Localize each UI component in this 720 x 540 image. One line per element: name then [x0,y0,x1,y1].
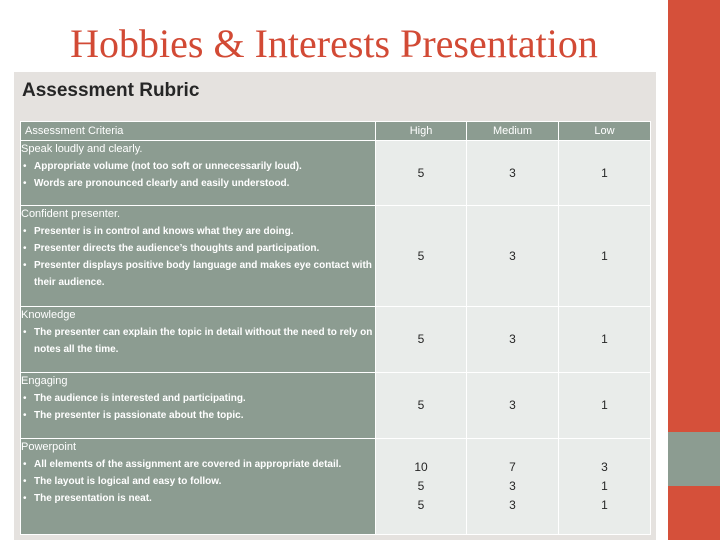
bullet-icon: • [23,161,27,172]
bullet-text: The presentation is neat. [34,493,152,504]
table-row [21,206,651,307]
bullet-icon: • [23,410,27,421]
criteria-bullets [21,324,375,358]
bullet-icon: • [23,459,27,470]
bullet-icon: • [23,260,27,271]
criteria-bullet [21,473,375,490]
decorative-stripe-accent [668,432,720,486]
score-value: 10 [414,460,428,474]
rubric-table [20,121,651,535]
criteria-bullet [21,490,375,507]
score-low: 1 [559,373,651,439]
score-low [559,439,651,535]
criteria-bullet [21,240,375,257]
criteria-bullet [21,324,375,358]
header-high: High [376,122,467,141]
criteria-cell [21,141,376,206]
score-high: 5 [376,206,467,307]
score-medium: 3 [467,206,559,307]
table-row [21,439,651,535]
score-low: 1 [559,141,651,206]
bullet-icon: • [23,226,27,237]
bullet-text: Presenter displays positive body language and makes eye contact with their audience. [34,260,372,288]
criteria-title: Confident presenter. [21,208,121,220]
bullet-text: Presenter is in control and knows what they are doing. [34,226,294,237]
content-panel [14,72,656,540]
score-value: 1 [601,498,608,512]
score-value: 5 [417,479,425,493]
criteria-bullets [21,223,375,291]
slide-title: Hobbies & Interests Presentation [70,21,598,66]
bullet-icon: • [23,476,27,487]
bullet-text: The presenter is passionate about the topic. [34,410,244,421]
criteria-cell [21,307,376,373]
bullet-icon: • [23,327,27,338]
table-header-row [21,122,651,141]
criteria-bullet [21,390,375,407]
bullet-text: The presenter can explain the topic in detail without the need to rely on notes all the time. [34,327,373,355]
criteria-cell [21,206,376,307]
score-medium [467,439,559,535]
bullet-text: All elements of the assignment are covered in appropriate detail. [34,459,342,470]
score-value: 3 [509,498,516,512]
bullet-text: The layout is logical and easy to follow. [34,476,222,487]
bullet-icon: • [23,178,27,189]
bullet-text: Appropriate volume (not too soft or unnecessarily loud). [34,161,302,172]
panel-heading: Assessment Rubric [22,80,200,101]
criteria-bullet [21,223,375,240]
bullet-icon: • [23,243,27,254]
score-value: 5 [417,498,425,512]
score-high [376,439,467,535]
score-value: 1 [601,479,608,493]
criteria-bullet [21,158,375,175]
bullet-icon: • [23,393,27,404]
criteria-cell [21,439,376,535]
bullet-text: Presenter directs the audience’s thoughts and participation. [34,243,320,254]
score-value: 3 [601,460,608,474]
score-low: 1 [559,206,651,307]
criteria-bullets [21,456,375,507]
criteria-bullets [21,390,375,424]
header-medium: Medium [467,122,559,141]
header-low: Low [559,122,651,141]
criteria-cell [21,373,376,439]
score-medium: 3 [467,141,559,206]
score-high: 5 [376,307,467,373]
table-row [21,307,651,373]
criteria-bullets [21,158,375,192]
score-value: 3 [509,479,516,493]
score-low: 1 [559,307,651,373]
criteria-title: Powerpoint [21,441,77,453]
score-medium: 3 [467,373,559,439]
score-high: 5 [376,141,467,206]
table-row [21,141,651,206]
bullet-text: Words are pronounced clearly and easily understood. [34,178,290,189]
score-high: 5 [376,373,467,439]
criteria-title: Speak loudly and clearly. [21,143,143,155]
bullet-text: The audience is interested and participating. [34,393,246,404]
criteria-title: Engaging [21,375,68,387]
score-medium: 3 [467,307,559,373]
criteria-bullet [21,407,375,424]
score-value: 7 [509,460,516,474]
table-row [21,373,651,439]
bullet-icon: • [23,493,27,504]
criteria-bullet [21,456,375,473]
header-criteria: Assessment Criteria [21,122,376,141]
criteria-title: Knowledge [21,309,76,321]
criteria-bullet [21,175,375,192]
criteria-bullet [21,257,375,291]
